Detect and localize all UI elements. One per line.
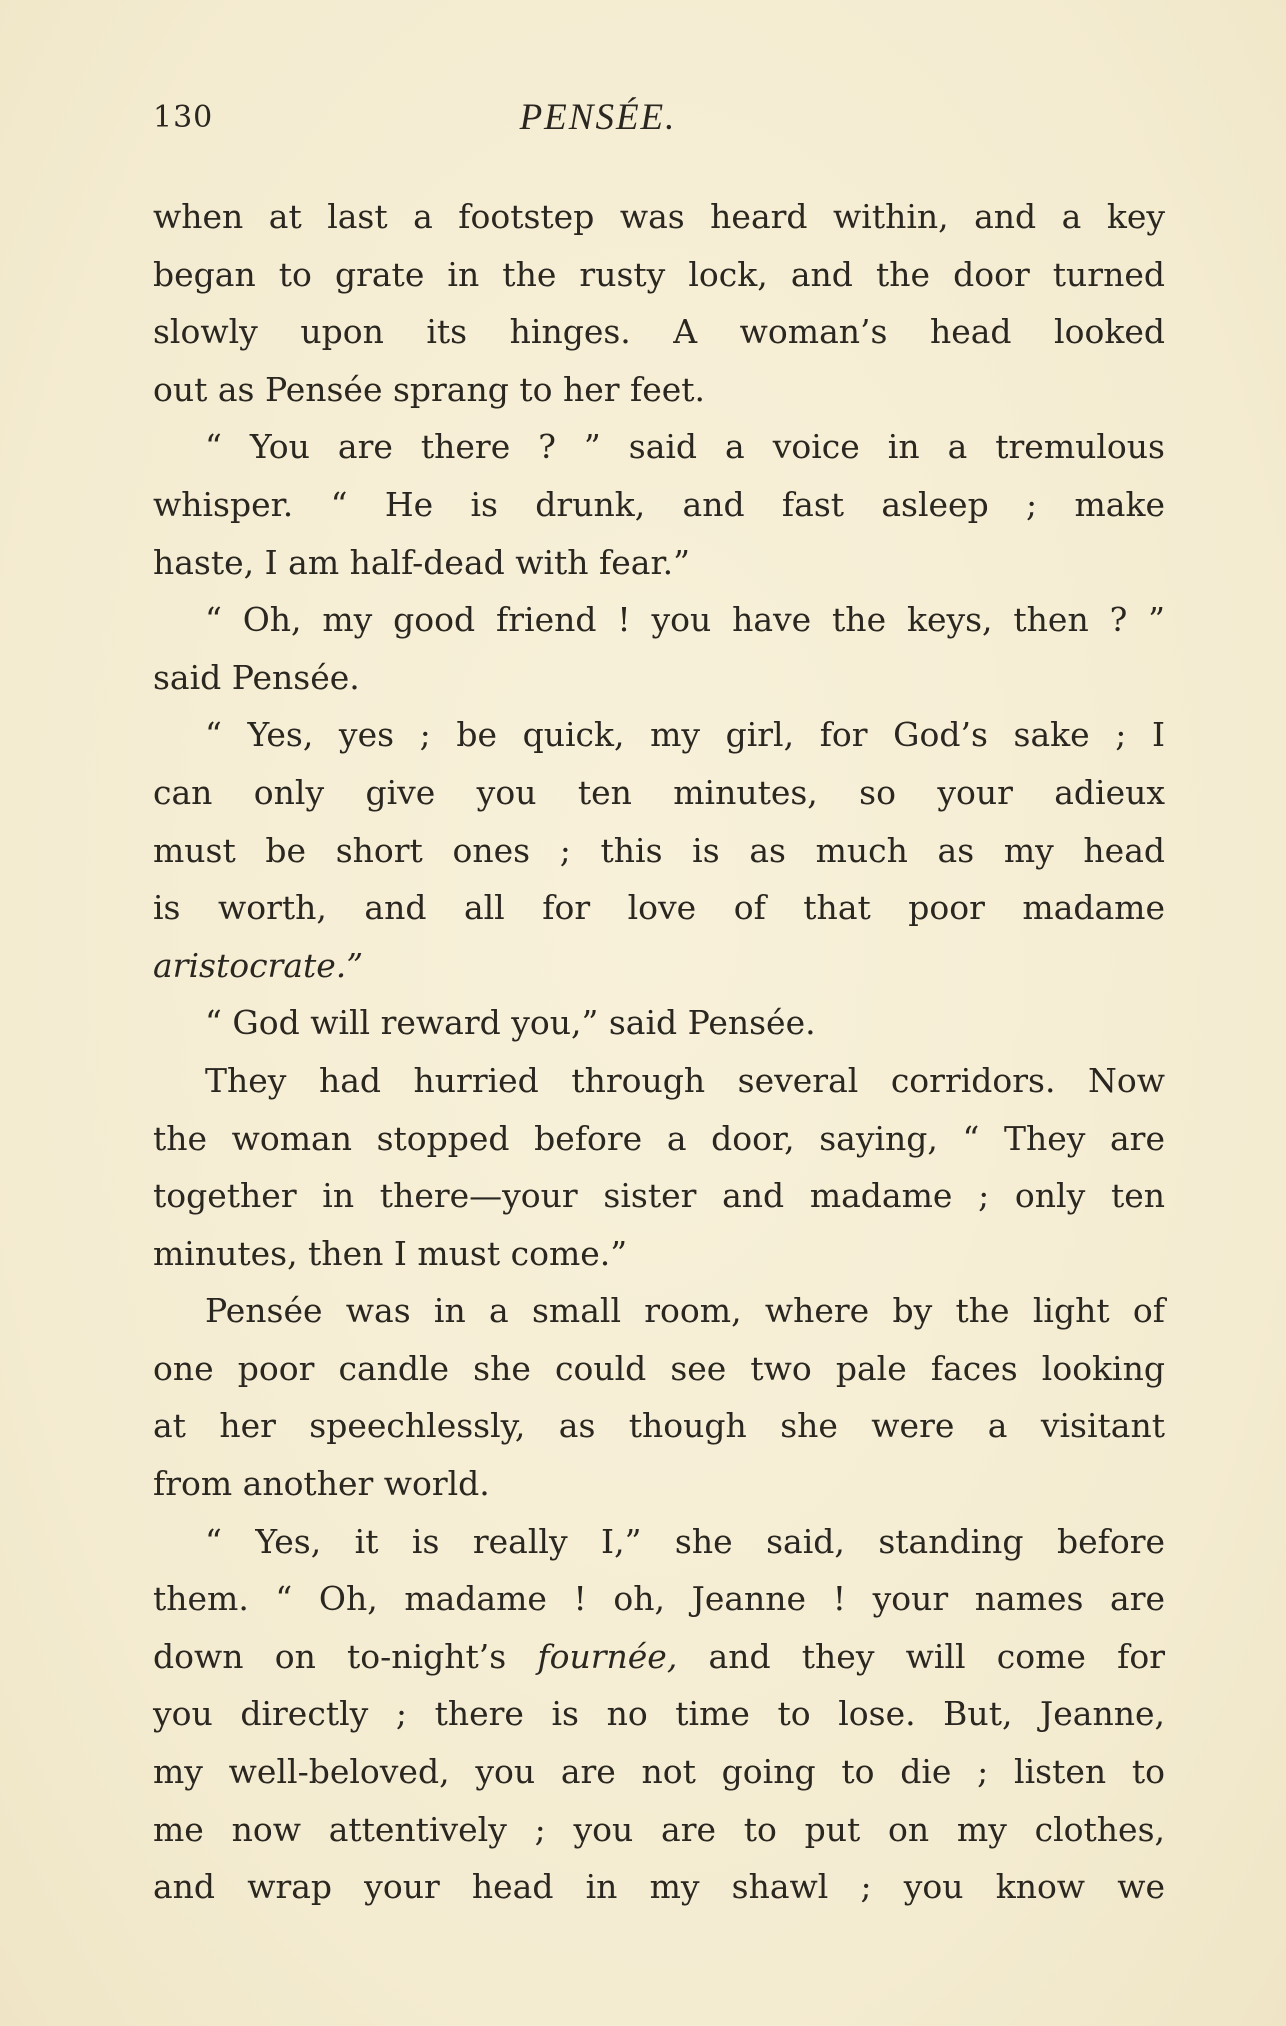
text-line: them. “ Oh, madame ! oh, Jeanne ! your names are [153,1579,1165,1619]
page-number: 130 [153,100,214,135]
text-line: minutes, then I must come.” [153,1233,628,1273]
text-line: whisper. “ He is drunk, and fast asleep ; make [153,484,1165,524]
text-line: Pensée was in a small room, where by the light of [205,1291,1165,1331]
text-line: haste, I am half-dead with fear.” [153,542,690,582]
text-line: can only give you ten minutes, so your adieux [153,772,1165,812]
text-line: when at last a footstep was heard within, and a key [153,197,1165,236]
text-line: my well-beloved, you are not going to die ; listen to [153,1752,1165,1792]
text-line: the woman stopped before a door, saying, “ They are [153,1118,1165,1158]
text-line: at her speechlessly, as though she were a visitant [153,1406,1165,1446]
text-line: slowly upon its hinges. A woman’s head looked [153,312,1165,352]
text-line: one poor candle she could see two pale faces looking [153,1348,1165,1388]
text-line: down on to-night’s fournée, and they will come for [153,1636,1166,1676]
text-line: must be short ones ; this is as much as my head [153,830,1165,870]
text-line: “ Oh, my good friend ! you have the keys, then ? ” [205,600,1165,640]
text-line: aristocrate.” [153,945,364,985]
text-line: “ You are there ? ” said a voice in a tremulous [205,427,1165,467]
text-line: “ Yes, yes ; be quick, my girl, for God’s sake ; I [205,715,1165,755]
text-line: said Pensée. [153,657,360,697]
text-line: you directly ; there is no time to lose. But, Jeanne, [153,1694,1165,1734]
text-line: out as Pensée sprang to her feet. [153,369,706,409]
text-line: began to grate in the rusty lock, and the door turned [153,254,1165,294]
text-line: and wrap your head in my shawl ; you know we [153,1867,1165,1907]
text-line: They had hurried through several corridors. Now [205,1060,1165,1100]
text-line: me now attentively ; you are to put on my clothes, [153,1809,1165,1849]
text-line: from another world. [153,1464,490,1504]
text-line: “ Yes, it is really I,” she said, standing before [205,1521,1165,1561]
page-header [153,96,1163,146]
body-text [153,188,1165,1916]
text-line: “ God will reward you,” said Pensée. [205,1003,816,1043]
running-title: PENSÉE. [519,97,677,138]
text-line: together in there—your sister and madame ; only ten [153,1176,1165,1216]
text-line: is worth, and all for love of that poor madame [153,888,1165,928]
